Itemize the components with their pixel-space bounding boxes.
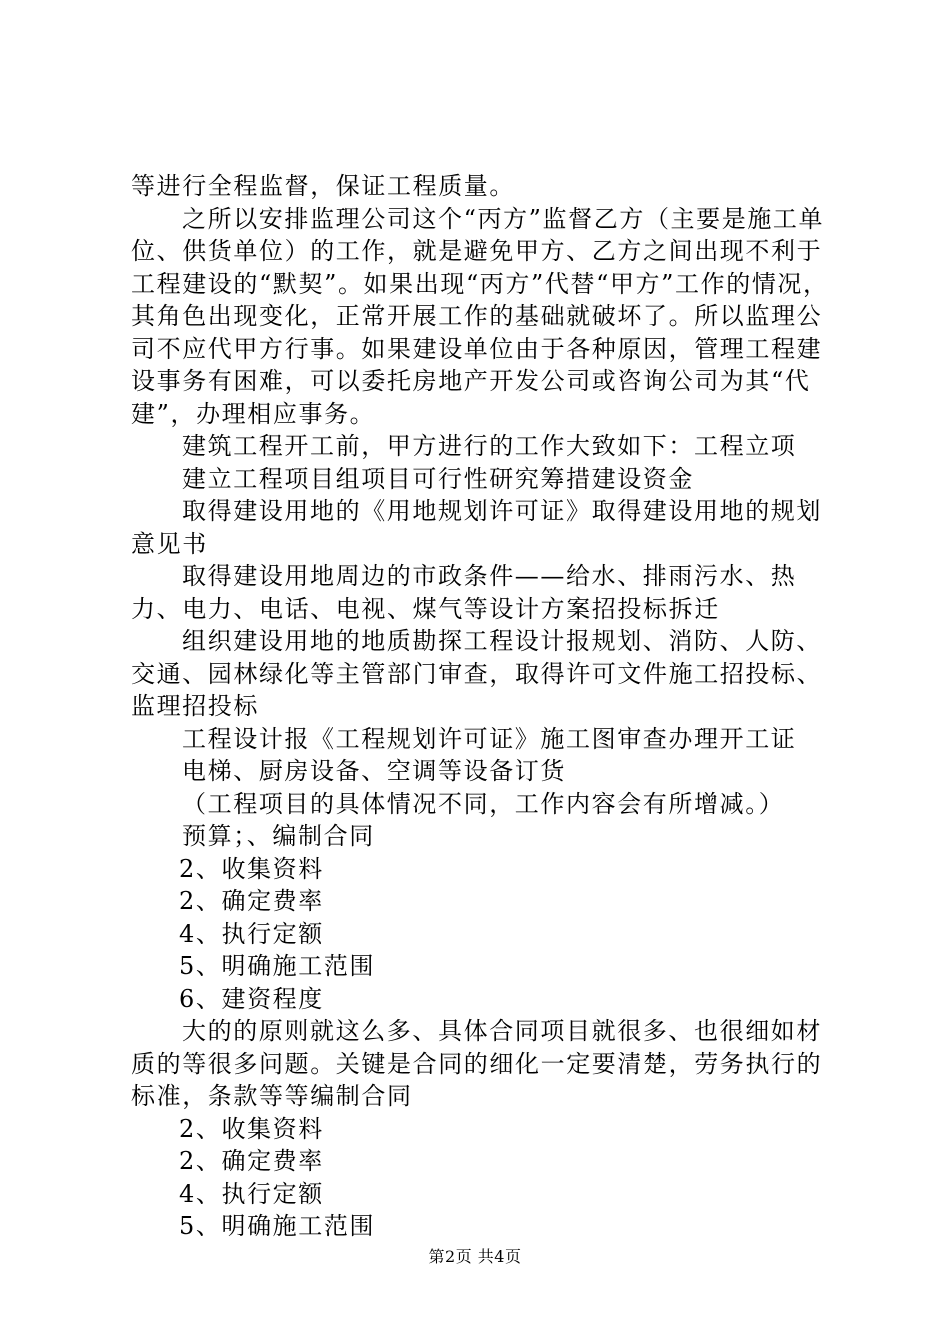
paragraph: 建筑工程开工前，甲方进行的工作大致如下：工程立项 bbox=[182, 432, 797, 460]
paragraph: 取得建设用地的《用地规划许可证》取得建设用地的规划意见书 bbox=[131, 497, 822, 558]
page-footer: 第2页 共4页 bbox=[428, 1247, 522, 1266]
paragraph: 取得建设用地周边的市政条件——给水、排雨污水、热力、电力、电话、电视、煤气等设计方案招投标拆迁 bbox=[131, 562, 797, 623]
list-item: 2、收集资料 bbox=[179, 1114, 324, 1143]
list-item: 2、确定费率 bbox=[179, 1147, 324, 1175]
paragraph: 工程设计报《工程规划许可证》施工图审查办理开工证 bbox=[182, 724, 797, 753]
paragraph: 大的的原则就这么多、具体合同项目就很多、也很细如材质的等很多问题。关键是合同的细化一定要清楚，劳务执行的标准，条款等等编制合同 bbox=[131, 1017, 823, 1110]
list-item: 2、收集资料 bbox=[179, 854, 324, 883]
paragraph: 预算；、编制合同 bbox=[182, 822, 375, 850]
list-item: 5、明确施工范围 bbox=[179, 952, 376, 980]
paragraph: 电梯、厨房设备、空调等设备订货 bbox=[182, 757, 566, 785]
document-body bbox=[131, 170, 831, 1243]
paragraph: 组织建设用地的地质勘探工程设计报规划、消防、人防、交通、园林绿化等主管部门审查，取得许可文件施工招投标、监理招投标 bbox=[131, 627, 823, 720]
list-item: 6、建资程度 bbox=[179, 984, 324, 1013]
list-item: 5、明确施工范围 bbox=[179, 1212, 376, 1240]
paragraph: 建立工程项目组项目可行性研究筹措建设资金 bbox=[182, 464, 694, 493]
paragraph: 等进行全程监督，保证工程质量。 bbox=[131, 172, 515, 200]
list-item: 2、确定费率 bbox=[179, 887, 324, 915]
paragraph: 之所以安排监理公司这个“丙方”监督乙方（主要是施工单位、供货单位）的工作，就是避免甲方、乙方之间出现不利于工程建设的“默契”。如果出现“丙方”代替“甲方”工作的情况，其角色出现变化，正常开展工作的基础就破坏了。所以监理公司不应代甲方行事。如果建设单位由于各种原因，管理工程建设事务有困难，可以委托房地产开发公司或咨询公司为其“代建”，办理相应事务。 bbox=[131, 204, 829, 428]
paragraph: （工程项目的具体情况不同，工作内容会有所增减。） bbox=[182, 789, 785, 818]
list-item: 4、执行定额 bbox=[179, 1179, 324, 1208]
list-item: 4、执行定额 bbox=[179, 919, 324, 948]
